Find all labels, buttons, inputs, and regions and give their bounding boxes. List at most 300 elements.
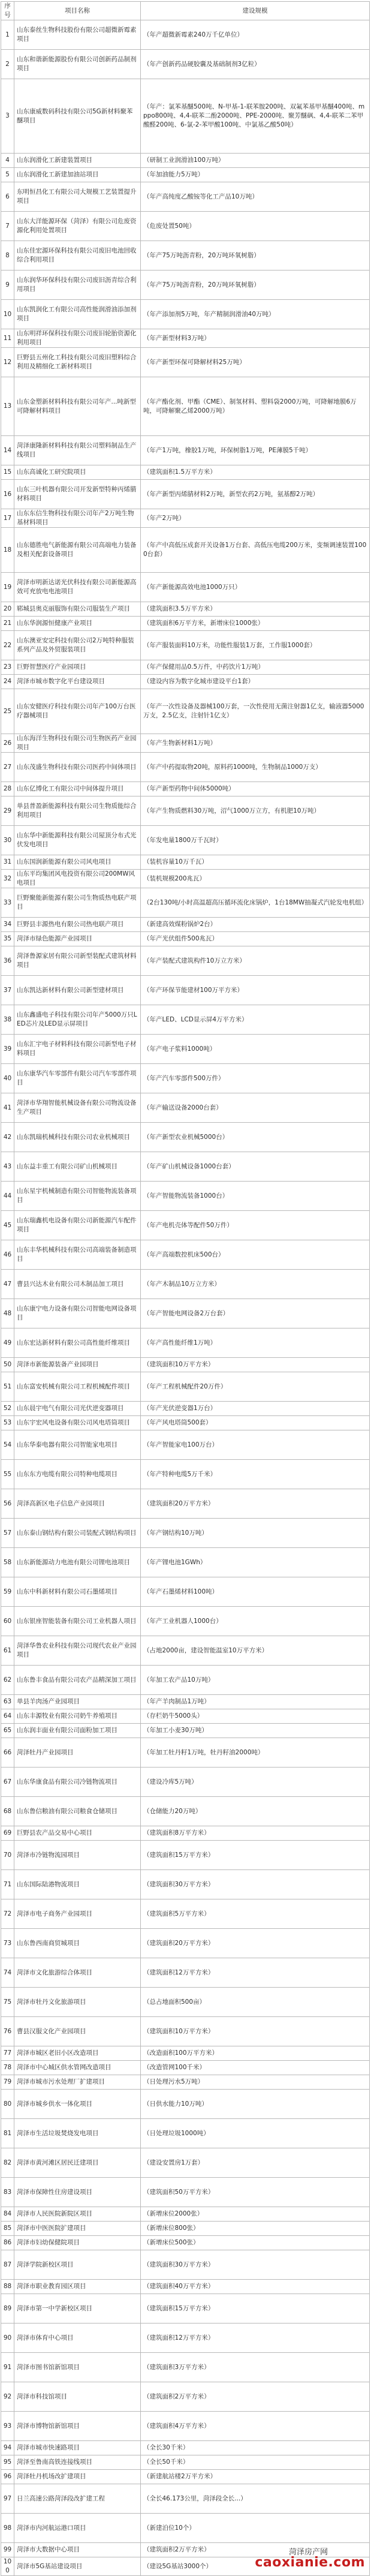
construction-scale: （建设安置房1万套） xyxy=(141,2148,370,2178)
table-row xyxy=(1,377,370,436)
construction-scale: （年产中药提取物20吨，原料药1000吨，生物制品1000万支） xyxy=(141,753,370,782)
project-name: 曹县汉服文化产业园项目 xyxy=(14,2017,141,2046)
table-row xyxy=(1,1636,370,1666)
table-row xyxy=(1,675,370,689)
construction-scale: （建筑面积2万平方米） xyxy=(141,2382,370,2412)
construction-scale: （年产生物新材料1万吨） xyxy=(141,734,370,753)
row-number: 19 xyxy=(1,573,14,602)
table-row xyxy=(1,2046,370,2061)
project-name: 山东丰源牧业有限公司奶牛养殖项目 xyxy=(14,1709,141,1724)
construction-scale: （日供水能力10万吨） xyxy=(141,2090,370,2119)
construction-scale: （年加工小麦30万吨） xyxy=(141,1724,370,1738)
project-name: 菏泽市5G基站建设项目 xyxy=(14,2557,141,2576)
row-number: 48 xyxy=(1,1299,14,1328)
table-row xyxy=(1,1738,370,1768)
row-number: 24 xyxy=(1,675,14,689)
project-name: 山东宇宏风电设备有限公司风电塔筒项目 xyxy=(14,1416,141,1430)
table-row xyxy=(1,182,370,212)
row-number: 73 xyxy=(1,1929,14,1958)
row-number: 91 xyxy=(1,2353,14,2382)
table-row xyxy=(1,528,370,573)
table-row xyxy=(1,855,370,870)
table-row xyxy=(1,1768,370,1797)
table-row xyxy=(1,2236,370,2250)
project-name: 山东鲁丰食品有限公司农产品精深加工项目 xyxy=(14,1666,141,1695)
project-name: 菏泽市城区老旧小区改造项目 xyxy=(14,2046,141,2061)
project-name: 菏泽学院新校区项目 xyxy=(14,2250,141,2280)
project-name: 巨野县农产品交易中心项目 xyxy=(14,1826,141,1841)
row-number: 22 xyxy=(1,631,14,660)
construction-scale: （2台130吨/小时高温超高压循环流化床锅炉，1台18MW抽凝式汽轮发电机组） xyxy=(141,888,370,918)
project-name: 山东华中新能源科技有限公司屋顶分布式光伏发电项目 xyxy=(14,826,141,855)
project-name: 郓城县奥克丽服饰有限公司服装生产项目 xyxy=(14,602,141,617)
construction-scale: （研制工业润滑油100万吨） xyxy=(141,154,370,168)
row-number: 79 xyxy=(1,2075,14,2090)
construction-scale: （年产光伏逆变器1万台） xyxy=(141,1402,370,1416)
project-name: 山东东方电缆有限公司特种电缆项目 xyxy=(14,1460,141,1489)
project-name: 山东凯瑞机械科技有限公司农业机械项目 xyxy=(14,1123,141,1152)
project-name: 山东三叶机器有限公司开发新型特种丙烯腈材料项目 xyxy=(14,480,141,509)
table-row xyxy=(1,436,370,465)
construction-scale: （新增床位2000张） xyxy=(141,2207,370,2222)
row-number: 98 xyxy=(1,2514,14,2543)
table-body xyxy=(1,20,370,2576)
table-row xyxy=(1,1035,370,1064)
row-number: 39 xyxy=(1,1035,14,1064)
row-number: 28 xyxy=(1,782,14,796)
construction-scale: （年产光伏组件500兆瓦） xyxy=(141,932,370,946)
construction-scale: （装机容量10万千瓦） xyxy=(141,855,370,870)
row-number: 100 xyxy=(1,2557,14,2576)
row-number: 71 xyxy=(1,1870,14,1899)
row-number: 94 xyxy=(1,2441,14,2455)
row-number: 37 xyxy=(1,976,14,1005)
project-name: 山东益丰重工有限公司矿山机械项目 xyxy=(14,1152,141,1182)
construction-scale: （年产特种电缆5万千米） xyxy=(141,1460,370,1489)
table-row xyxy=(1,300,370,329)
project-name: 山东华泰电器有限公司智能家电项目 xyxy=(14,1430,141,1460)
row-number: 77 xyxy=(1,2046,14,2061)
table-row xyxy=(1,918,370,932)
row-number: 46 xyxy=(1,1240,14,1270)
row-number: 7 xyxy=(1,212,14,241)
table-row xyxy=(1,2280,370,2294)
table-row xyxy=(1,734,370,753)
row-number: 27 xyxy=(1,753,14,782)
row-number: 25 xyxy=(1,689,14,734)
table-row xyxy=(1,1797,370,1826)
table-row xyxy=(1,888,370,918)
project-name: 山东鲁信粮油有限公司粮食仓储项目 xyxy=(14,1797,141,1826)
project-name: 菏泽市牡丹文化旅游项目 xyxy=(14,1988,141,2017)
row-number: 30 xyxy=(1,826,14,855)
project-name: 菏泽华鲁农业科技有限公司现代农业产业园项目 xyxy=(14,1636,141,1666)
project-name: 菏泽市妇幼保健院项目 xyxy=(14,2236,141,2250)
project-name: 山东茂盛生物科技有限公司医药中间体项目 xyxy=(14,753,141,782)
row-number: 5 xyxy=(1,168,14,182)
table-row xyxy=(1,1489,370,1519)
table-row xyxy=(1,465,370,480)
row-number: 11 xyxy=(1,329,14,348)
row-number: 9 xyxy=(1,270,14,300)
row-number: 2 xyxy=(1,50,14,79)
table-row xyxy=(1,2207,370,2222)
project-name: 菏泽康隆新材料科技有限公司塑料制品生产线项目 xyxy=(14,436,141,465)
table-row xyxy=(1,976,370,1005)
table-row xyxy=(1,2119,370,2148)
project-name: 菏泽市华翔智能机械设备有限公司物流设备生产项目 xyxy=(14,1093,141,1123)
construction-scale: （年产生物质燃料30万吨，沼气1000万立方，有机肥10万吨） xyxy=(141,796,370,826)
row-number: 74 xyxy=(1,1958,14,1988)
construction-scale: （建筑面积30万平方米） xyxy=(141,2250,370,2280)
construction-scale: （日处理垃圾1000吨） xyxy=(141,2119,370,2148)
table-row xyxy=(1,1709,370,1724)
project-name: 山东润华环保科技有限公司废旧沥青综合利用项目 xyxy=(14,270,141,300)
project-name: 山东银座智能装备有限公司工业机器人项目 xyxy=(14,1607,141,1636)
row-number: 55 xyxy=(1,1460,14,1489)
row-number: 52 xyxy=(1,1402,14,1416)
table-row xyxy=(1,509,370,528)
project-name: 山东康华汽车零部件有限公司汽车零部件项目 xyxy=(14,1064,141,1093)
table-row xyxy=(1,154,370,168)
row-number: 29 xyxy=(1,796,14,826)
table-row xyxy=(1,1123,370,1152)
construction-scale: （年产75万吨沥青粉，20万吨环氧树脂） xyxy=(141,241,370,270)
table-row xyxy=(1,1695,370,1709)
construction-scale: （年产新型材料3万吨） xyxy=(141,329,370,348)
table-row xyxy=(1,2470,370,2484)
row-number: 63 xyxy=(1,1695,14,1709)
project-name: 山东凯达新材料有限公司新型建材项目 xyxy=(14,976,141,1005)
project-name: 山东高诚化工研究院项目 xyxy=(14,465,141,480)
construction-scale: （年发电量1800万千瓦时） xyxy=(141,826,370,855)
row-number: 1 xyxy=(1,20,14,50)
project-name: 菏泽鲁源家居有限公司新型装配式建筑材料项目 xyxy=(14,946,141,976)
row-number: 70 xyxy=(1,1841,14,1870)
table-row xyxy=(1,602,370,617)
project-name: 菏泽高新区电子信息产业园项目 xyxy=(14,1489,141,1519)
project-name: 山东新能源动力电池有限公司锂电池项目 xyxy=(14,1548,141,1577)
project-name: 山东泰丝生物科技股份有限公司超微新霉素项目 xyxy=(14,20,141,50)
construction-scale: （年产输送设备2000台套） xyxy=(141,1093,370,1123)
construction-scale: （年产保健用品0.5万件，中药饮片1万吨） xyxy=(141,660,370,675)
row-number: 14 xyxy=(1,436,14,465)
row-number: 66 xyxy=(1,1738,14,1768)
project-name: 山东宏达新材料有限公司高性能纤维项目 xyxy=(14,1328,141,1358)
header-no: 序号 xyxy=(1,2,14,20)
construction-scale: （年产石墨烯材料100吨） xyxy=(141,1577,370,1607)
project-name: 菏泽市第一中学新校区项目 xyxy=(14,2294,141,2323)
table-row xyxy=(1,2148,370,2178)
construction-scale: （年产风电塔筒500套） xyxy=(141,1416,370,1430)
project-name: 巨野县五州化工科技有限公司废旧塑料综合利用及精细化工新材料项目 xyxy=(14,348,141,377)
project-table xyxy=(1,1,370,2576)
table-row xyxy=(1,79,370,154)
construction-scale: （建筑面积5万平方米） xyxy=(141,1899,370,1929)
project-name: 菏泽市电子商务产业园项目 xyxy=(14,1899,141,1929)
project-name: 山东华康食品有限公司冷链物流项目 xyxy=(14,1768,141,1797)
construction-scale: （建筑面积10万平方米） xyxy=(141,2017,370,2046)
project-name: 山东汇宇电子材料科技有限公司新型电子材料项目 xyxy=(14,1035,141,1064)
row-number: 93 xyxy=(1,2412,14,2441)
row-number: 92 xyxy=(1,2382,14,2412)
table-row xyxy=(1,1958,370,1988)
construction-scale: （年产高纯度乙酸铵等化工产品10万吨） xyxy=(141,182,370,212)
construction-scale: （年产新型环保可降解材料25万吨） xyxy=(141,348,370,377)
project-name: 菏泽市博物馆新馆项目 xyxy=(14,2412,141,2441)
row-number: 42 xyxy=(1,1123,14,1152)
construction-scale: （全长30千米） xyxy=(141,2441,370,2455)
row-number: 13 xyxy=(1,377,14,436)
row-number: 68 xyxy=(1,1797,14,1826)
construction-scale: （建筑面积4万平方米） xyxy=(141,2412,370,2441)
construction-scale: （建筑面积20万平方米） xyxy=(141,1489,370,1519)
watermark-en: caoxianie.com xyxy=(255,2555,365,2570)
construction-scale: （年产环保节能建材100万平方米） xyxy=(141,976,370,1005)
table-row xyxy=(1,1372,370,1402)
row-number: 10 xyxy=(1,300,14,329)
table-row xyxy=(1,168,370,182)
row-number: 83 xyxy=(1,2178,14,2207)
construction-scale: （年产木制品10万立方米） xyxy=(141,1270,370,1299)
row-number: 3 xyxy=(1,79,14,154)
table-row xyxy=(1,1666,370,1695)
construction-scale: （年产2万吨） xyxy=(141,509,370,528)
row-number: 56 xyxy=(1,1489,14,1519)
project-name: 山东润滑化工新建装置项目 xyxy=(14,154,141,168)
row-number: 35 xyxy=(1,932,14,946)
project-name: 菏泽市内河航运港口项目 xyxy=(14,2514,141,2543)
project-name: 山东德胜电气新能源有限公司高端电力装备及相关配套设备项目 xyxy=(14,528,141,573)
project-name: 菏泽市明新达诺光伏科技有限公司新能源高效可充放电电池项目 xyxy=(14,573,141,602)
project-name: 山东海洋生物科技有限公司生物医药产业园项目 xyxy=(14,734,141,753)
row-number: 53 xyxy=(1,1416,14,1430)
row-number: 21 xyxy=(1,617,14,631)
table-row xyxy=(1,2090,370,2119)
table-row xyxy=(1,1841,370,1870)
construction-scale: （年产智能物流装备1000台） xyxy=(141,1182,370,1211)
project-name: 菏泽至鲁南高铁连接线项目 xyxy=(14,2455,141,2470)
table-row xyxy=(1,573,370,602)
row-number: 72 xyxy=(1,1899,14,1929)
table-row xyxy=(1,617,370,631)
construction-scale: （年加工农产品10万吨） xyxy=(141,1666,370,1695)
construction-scale: （新增床位500张） xyxy=(141,2236,370,2250)
construction-scale: （年产1万吨，橡胶1万吨，环保树脂1万吨，PE薄膜5千吨） xyxy=(141,436,370,465)
project-name: 菏泽市城乡供水一体化项目 xyxy=(14,2090,141,2119)
construction-scale: （年产酯化剂、甲酯（CME）、制氢材料、塑料袋2000万吨，可降解地膜6万吨，可降解聚乙烯2000万吨） xyxy=(141,377,370,436)
watermark-cn: 菏泽房产网 xyxy=(288,2548,328,2557)
table-row xyxy=(1,1988,370,2017)
table-row xyxy=(1,2323,370,2353)
project-name: 山东鲁西南商贸城项目 xyxy=(14,1929,141,1958)
table-row xyxy=(1,2353,370,2382)
row-number: 57 xyxy=(1,1519,14,1548)
table-row xyxy=(1,1460,370,1489)
project-name: 菏泽市生活垃圾焚烧发电项目 xyxy=(14,2119,141,2148)
project-name: 东明恒昌化工有限公司大规模工艺装置提升项目 xyxy=(14,182,141,212)
project-name: 单县羊肉汤产业园项目 xyxy=(14,1695,141,1709)
header-project-name: 项目名称 xyxy=(14,2,141,20)
construction-scale: （建筑面积8万平方米） xyxy=(141,1826,370,1841)
table-row xyxy=(1,1430,370,1460)
project-name: 山东国润新能源有限公司风电项目 xyxy=(14,855,141,870)
table-row xyxy=(1,1724,370,1738)
row-number: 80 xyxy=(1,2090,14,2119)
table-row xyxy=(1,2484,370,2514)
project-name: 巨野聚能新能源有限公司生物质热电联产项目 xyxy=(14,888,141,918)
table-row xyxy=(1,753,370,782)
project-name: 菏泽市冷链物流园项目 xyxy=(14,1841,141,1870)
header-scale: 建设规模 xyxy=(141,2,370,20)
row-number: 82 xyxy=(1,2148,14,2178)
project-name: 山东瑞鑫机电设备有限公司新能源汽车配件项目 xyxy=(14,1211,141,1240)
construction-scale: （年产羊肉制品1万吨） xyxy=(141,1695,370,1709)
project-name: 山东润丰面业有限公司面粉加工项目 xyxy=(14,1724,141,1738)
row-number: 75 xyxy=(1,1988,14,2017)
project-name: 山东国际陆港物流项目 xyxy=(14,1870,141,1899)
construction-scale: （年产锂电池1GWh） xyxy=(141,1548,370,1577)
table-row xyxy=(1,2382,370,2412)
row-number: 4 xyxy=(1,154,14,168)
table-row xyxy=(1,241,370,270)
construction-scale: （建筑面积2万平方米） xyxy=(141,2543,370,2557)
construction-scale: （建筑面积10万平方米） xyxy=(141,1358,370,1372)
project-name: 菏泽市绿色能源产业园项目 xyxy=(14,932,141,946)
construction-scale: （日处理污水5万吨） xyxy=(141,2075,370,2090)
project-name: 山东明祥环保科技有限公司废旧轮胎资源化利用项目 xyxy=(14,329,141,348)
construction-scale: （年产：氯苯基醚500吨、N-甲基-1-联苯胺200吨、双氟苯基甲基醚400吨、mppo800吨、4,4-联苯二酚2000吨、PPE-2000吨、聚芳醚砜、4,4-联苯二苯甲酸醛200吨、6-氯-2-苯甲酸100吨、中氯基乙酸50吨） xyxy=(141,79,370,154)
table-row xyxy=(1,1577,370,1607)
project-name: 菏泽市保障性住房建设项目 xyxy=(14,2178,141,2207)
row-number: 50 xyxy=(1,1358,14,1372)
table-row xyxy=(1,1005,370,1035)
table-header-row xyxy=(1,2,370,20)
row-number: 86 xyxy=(1,2236,14,2250)
table-row xyxy=(1,631,370,660)
table-row xyxy=(1,212,370,241)
project-name: 菏泽市城市快速路项目 xyxy=(14,2441,141,2455)
table-row xyxy=(1,826,370,855)
table-row xyxy=(1,1607,370,1636)
row-number: 32 xyxy=(1,870,14,888)
construction-scale: （建设内容为数字化城市建设平台1套） xyxy=(141,675,370,689)
row-number: 36 xyxy=(1,946,14,976)
project-name: 日兰高速公路菏泽段改扩建工程 xyxy=(14,2484,141,2514)
construction-scale: （年产汽车零部件500万件） xyxy=(141,1064,370,1093)
construction-scale: （建筑面积15万平方米） xyxy=(141,2294,370,2323)
row-number: 78 xyxy=(1,2061,14,2075)
table-row xyxy=(1,1358,370,1372)
row-number: 59 xyxy=(1,1577,14,1607)
row-number: 84 xyxy=(1,2207,14,2222)
construction-scale: （年产工业机器人1000台） xyxy=(141,1607,370,1636)
table-row xyxy=(1,1240,370,1270)
table-row xyxy=(1,2061,370,2075)
construction-scale: （年产创新药品硬胶囊及基础制剂3亿粒） xyxy=(141,50,370,79)
construction-scale: （存栏奶牛5000头） xyxy=(141,1709,370,1724)
construction-scale: （新建航站楼2万平方米） xyxy=(141,2470,370,2484)
construction-scale: （危废处置50吨） xyxy=(141,212,370,241)
project-name: 菏泽市城市污水处理厂扩建项目 xyxy=(14,2075,141,2090)
project-name: 山东佳宏源环保科技有限公司废旧电池回收综合利用项目 xyxy=(14,241,141,270)
row-number: 67 xyxy=(1,1768,14,1797)
row-number: 45 xyxy=(1,1211,14,1240)
construction-scale: （建筑面积30万平方米） xyxy=(141,1870,370,1899)
construction-scale: （年加工牡丹籽1万吨，牡丹籽油2000吨） xyxy=(141,1738,370,1768)
project-name: 山东泰山钢结构有限公司装配式钢结构项目 xyxy=(14,1519,141,1548)
table-row xyxy=(1,270,370,300)
project-name: 菏泽市大数据中心项目 xyxy=(14,2543,141,2557)
row-number: 18 xyxy=(1,528,14,573)
project-name: 菏泽市文化旅游综合体项目 xyxy=(14,1958,141,1988)
project-name: 山东华润源恒健康产业项目 xyxy=(14,617,141,631)
row-number: 12 xyxy=(1,348,14,377)
construction-scale: （年产新能源高效电池1000万只） xyxy=(141,573,370,602)
row-number: 47 xyxy=(1,1270,14,1299)
project-name: 山东中科新材料有限公司石墨烯项目 xyxy=(14,1577,141,1607)
row-number: 58 xyxy=(1,1548,14,1577)
project-name: 山东康威数码科技有限公司5G新材料聚苯醚项目 xyxy=(14,79,141,154)
table-row xyxy=(1,1899,370,1929)
table-row xyxy=(1,2222,370,2236)
row-number: 33 xyxy=(1,888,14,918)
project-name: 山东大洋能源环保（菏泽）有限公司危废资源化利用处置项目 xyxy=(14,212,141,241)
project-name: 菏泽市新能源装备产业园项目 xyxy=(14,1358,141,1372)
row-number: 99 xyxy=(1,2543,14,2557)
construction-scale: （年产装配式建筑构件10万立方米） xyxy=(141,946,370,976)
row-number: 97 xyxy=(1,2484,14,2514)
project-name: 菏泽市人民医院新院区项目 xyxy=(14,2207,141,2222)
project-name: 山东亿博化工有限公司中间体提升项目 xyxy=(14,782,141,796)
table-row xyxy=(1,50,370,79)
table-row xyxy=(1,329,370,348)
construction-scale: （建筑面积3.5万平方米） xyxy=(141,602,370,617)
row-number: 87 xyxy=(1,2250,14,2280)
project-name: 菏泽市科技馆项目 xyxy=(14,2382,141,2412)
row-number: 40 xyxy=(1,1064,14,1093)
project-name: 巨野智慧医疗产业园项目 xyxy=(14,660,141,675)
construction-scale: （总占地面积500亩） xyxy=(141,1988,370,2017)
table-row xyxy=(1,946,370,976)
table-row xyxy=(1,1299,370,1328)
project-name: 巨野县丰源热电有限公司热电联产项目 xyxy=(14,918,141,932)
project-name: 山东金塑新材料科技有限公司年产...吨新型可降解材料项目 xyxy=(14,377,141,436)
row-number: 6 xyxy=(1,182,14,212)
row-number: 89 xyxy=(1,2294,14,2323)
table-row xyxy=(1,1328,370,1358)
table-row xyxy=(1,1929,370,1958)
table-row xyxy=(1,348,370,377)
construction-scale: （年产高性能纤维1万吨） xyxy=(141,1328,370,1358)
construction-scale: （建筑面积1.5万平方米） xyxy=(141,465,370,480)
row-number: 34 xyxy=(1,918,14,932)
row-number: 64 xyxy=(1,1709,14,1724)
table-row xyxy=(1,1064,370,1093)
table-row xyxy=(1,1270,370,1299)
project-name: 菏泽市体育中心项目 xyxy=(14,2323,141,2353)
table-row xyxy=(1,1093,370,1123)
construction-scale: （年产电子浆料1000吨） xyxy=(141,1035,370,1064)
table-row xyxy=(1,480,370,509)
project-name: 菏泽牡丹产业园项目 xyxy=(14,1738,141,1768)
row-number: 16 xyxy=(1,480,14,509)
row-number: 60 xyxy=(1,1607,14,1636)
construction-scale: （新建泊位10个） xyxy=(141,2514,370,2543)
table-row xyxy=(1,1548,370,1577)
construction-scale: （年产新型农业机械5000台） xyxy=(141,1123,370,1152)
project-name: 山东康宁电力设备有限公司智能电网设备项目 xyxy=(14,1299,141,1328)
